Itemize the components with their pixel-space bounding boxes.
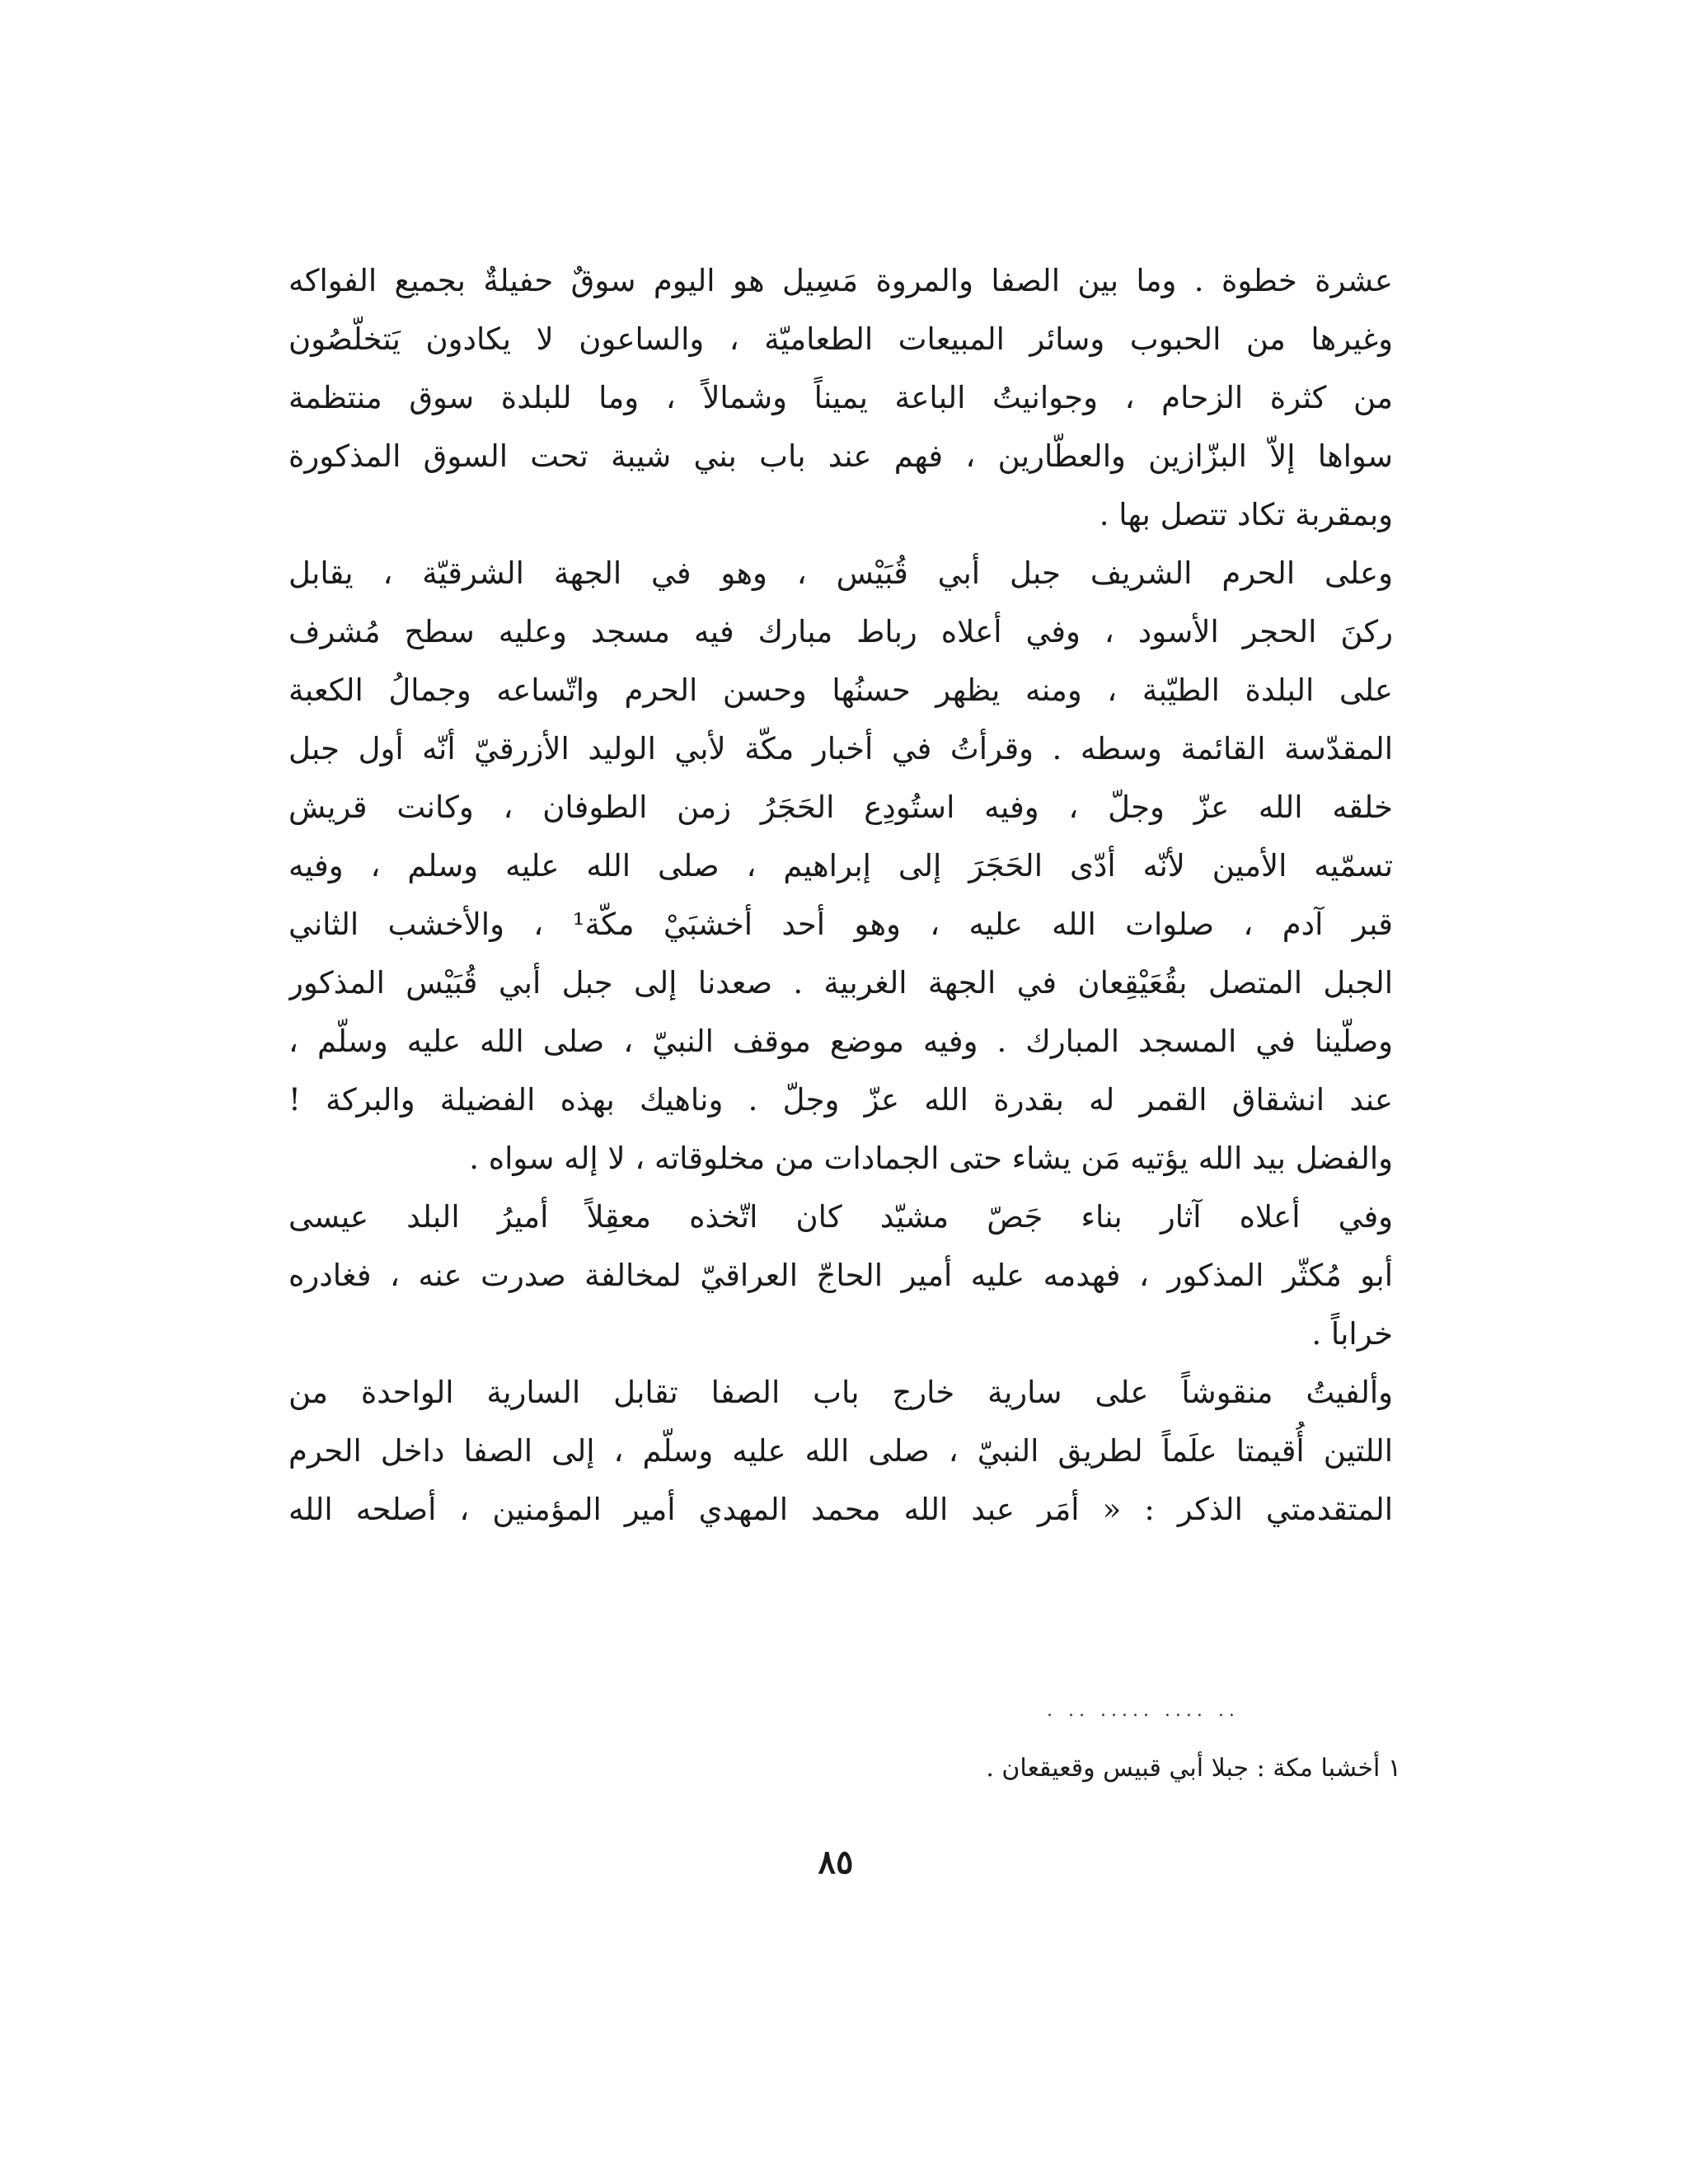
- text-line: الجبل المتصل بقُعَيْقِعان في الجهة الغربية . صعدنا إلى جبل أبي قُبَيْس المذكور: [288, 965, 1393, 1001]
- text-line: وألفيتُ منقوشاً على سارية خارج باب الصفا تقابل السارية الواحدة من: [288, 1375, 1393, 1410]
- paragraph: [288, 251, 1393, 544]
- text-line: خراباً .: [1311, 1316, 1393, 1352]
- text-line: وعلى الحرم الشريف جبل أبي قُبَيْس ، وهو في الجهة الشرقيّة ، يقابل: [288, 555, 1393, 591]
- continuation-dots: . .. ..... .... ..: [1047, 1700, 1240, 1721]
- text-line: تسمّيه الأمين لأنّه أدّى الحَجَرَ إلى إبراهيم ، صلى الله عليه وسلم ، وفيه: [288, 848, 1393, 883]
- text-line: المقدّسة القائمة وسطه . وقرأتُ في أخبار مكّة لأبي الوليد الأزرقيّ أنّه أول جبل: [288, 731, 1393, 766]
- paragraph: [288, 544, 1393, 1188]
- text-line: وفي أعلاه آثار بناء جَصّ مشيّد كان اتّخذه معقِلاً أميرُ البلد عيسى: [288, 1199, 1393, 1235]
- text-line: خلقه الله عزّ وجلّ ، وفيه استُودِع الحَجَرُ زمن الطوفان ، وكانت قريش: [288, 790, 1393, 825]
- text-line: والفضل بيد الله يؤتيه مَن يشاء حتى الجمادات من مخلوقاته ، لا إله سواه .: [469, 1141, 1393, 1176]
- footnote: ١ أخشبا مكة : جبلا أبي قبيس وقعيقعان .: [986, 1754, 1401, 1783]
- text-line: قبر آدم ، صلوات الله عليه ، وهو أحد أخشبَيْ مكّة¹ ، والأخشب الثاني: [288, 907, 1393, 942]
- text-line: المتقدمتي الذكر : « أمَر عبد الله محمد المهدي أمير المؤمنين ، أصلحه الله: [288, 1492, 1393, 1527]
- text-line: سواها إلاّ البزّازين والعطّارين ، فهم عند باب بني شيبة تحت السوق المذكورة: [288, 438, 1393, 474]
- text-line: على البلدة الطيّبة ، ومنه يظهر حسنُها وحسن الحرم واتّساعه وجمالُ الكعبة: [288, 673, 1393, 708]
- paragraph: [288, 1188, 1393, 1363]
- text-line: من كثرة الزحام ، وجوانيتُ الباعة يميناً وشمالاً ، وما للبلدة سوق منتظمة: [288, 380, 1393, 415]
- text-line: وبمقربة تكاد تتصل بها .: [1099, 497, 1393, 532]
- paragraph: [288, 1363, 1393, 1539]
- text-line: وصلّينا في المسجد المبارك . وفيه موضع موقف النبيّ ، صلى الله عليه وسلّم ،: [288, 1024, 1393, 1059]
- page-number: ٨٥: [818, 1843, 854, 1882]
- text-line: اللتين أُقيمتا علَماً لطريق النبيّ ، صلى الله عليه وسلّم ، إلى الصفا داخل الحرم: [288, 1433, 1393, 1469]
- text-line: أبو مُكثّر المذكور ، فهدمه عليه أمير الحاجّ العراقيّ لمخالفة صدرت عنه ، فغادره: [288, 1258, 1393, 1293]
- text-line: عند انشقاق القمر له بقدرة الله عزّ وجلّ . وناهيك بهذه الفضيلة والبركة !: [288, 1082, 1393, 1118]
- text-line: ركنَ الحجر الأسود ، وفي أعلاه رباط مبارك فيه مسجد وعليه سطح مُشرف: [288, 614, 1393, 649]
- text-line: وغيرها من الحبوب وسائر المبيعات الطعاميّة ، والساعون لا يكادون يَتخلّصُون: [288, 321, 1393, 357]
- main-text: [288, 251, 1393, 1539]
- text-line: عشرة خطوة . وما بين الصفا والمروة مَسِيل هو اليوم سوقٌ حفيلةٌ بجميع الفواكه: [288, 263, 1393, 298]
